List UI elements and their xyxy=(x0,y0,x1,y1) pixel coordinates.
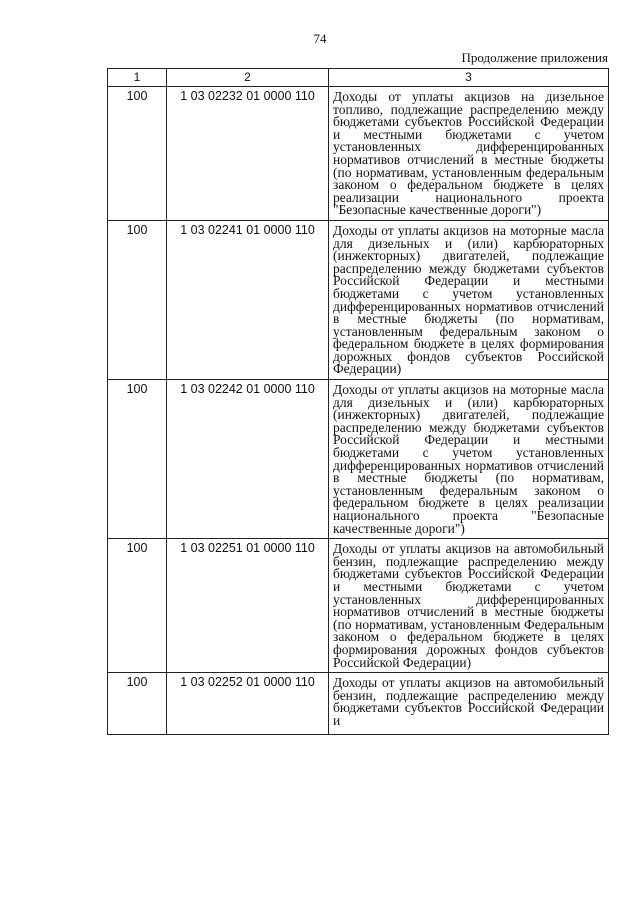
table-header-row xyxy=(108,69,609,87)
table-row xyxy=(108,673,609,735)
column-header-2: 2 xyxy=(167,69,329,87)
budget-code-cell: 1 03 02251 01 0000 110 xyxy=(167,539,329,673)
budget-code-cell: 1 03 02242 01 0000 110 xyxy=(167,380,329,539)
admin-code-cell: 100 xyxy=(108,539,167,673)
revenue-description-cell: Доходы от уплаты акцизов на моторные масла для дизельных и (или) карбюраторных (инжекторных) двигателей, подлежащие распределению между бюджетами субъектов Российской Федерации и местными бюджетами с учетом установленных дифференцированных нормативов отчислений в местные бюджеты (по нормативам, установленным федеральным законом о федеральном бюджете в целях реализации национального проекта "Безопасные качественные дороги") xyxy=(329,380,609,539)
budget-revenue-table xyxy=(107,68,609,735)
column-header-3: 3 xyxy=(329,69,609,87)
revenue-description-cell: Доходы от уплаты акцизов на автомобильный бензин, подлежащие распределению между бюджетами субъектов Российской Федерации и местными бюджетами с учетом установленных дифференцированных нормативов отчислений в местные бюджеты (по нормативам, установленным Федеральным законом о федеральном бюджете в целях формирования дорожных фондов субъектов Российской Федерации) xyxy=(329,539,609,673)
table-row xyxy=(108,539,609,673)
admin-code-cell: 100 xyxy=(108,380,167,539)
budget-code-cell: 1 03 02232 01 0000 110 xyxy=(167,87,329,221)
revenue-description-cell xyxy=(329,673,609,735)
admin-code-cell: 100 xyxy=(108,673,167,735)
budget-code-cell: 1 03 02252 01 0000 110 xyxy=(167,673,329,735)
budget-code-cell: 1 03 02241 01 0000 110 xyxy=(167,220,329,379)
page-number: 74 xyxy=(313,31,327,46)
revenue-description-text: Доходы от уплаты акцизов на автомобильный бензин, подлежащие распределению между бюджетами субъектов Российской Федерации и xyxy=(333,677,604,728)
continuation-note: Продолжение приложения xyxy=(461,50,608,65)
admin-code-cell: 100 xyxy=(108,87,167,221)
table-row xyxy=(108,87,609,221)
revenue-description-cell: Доходы от уплаты акцизов на дизельное топливо, подлежащие распределению между бюджетами субъектов Российской Федерации и местными бюджетами с учетом установленных дифференцированных нормативов отчислений в местные бюджеты (по нормативам, установленным федеральным законом о федеральном бюджете в целях реализации национального проекта "Безопасные качественные дороги") xyxy=(329,87,609,221)
table-row xyxy=(108,220,609,379)
revenue-description-cell: Доходы от уплаты акцизов на моторные масла для дизельных и (или) карбюраторных (инжекторных) двигателей, подлежащие распределению между бюджетами субъектов Российской Федерации и местными бюджетами с учетом установленных дифференцированных нормативов отчислений в местные бюджеты (по нормативам, установленным федеральным законом о федеральном бюджете в целях формирования дорожных фондов субъектов Российской Федерации) xyxy=(329,220,609,379)
admin-code-cell: 100 xyxy=(108,220,167,379)
column-header-1: 1 xyxy=(108,69,167,87)
table-row xyxy=(108,380,609,539)
